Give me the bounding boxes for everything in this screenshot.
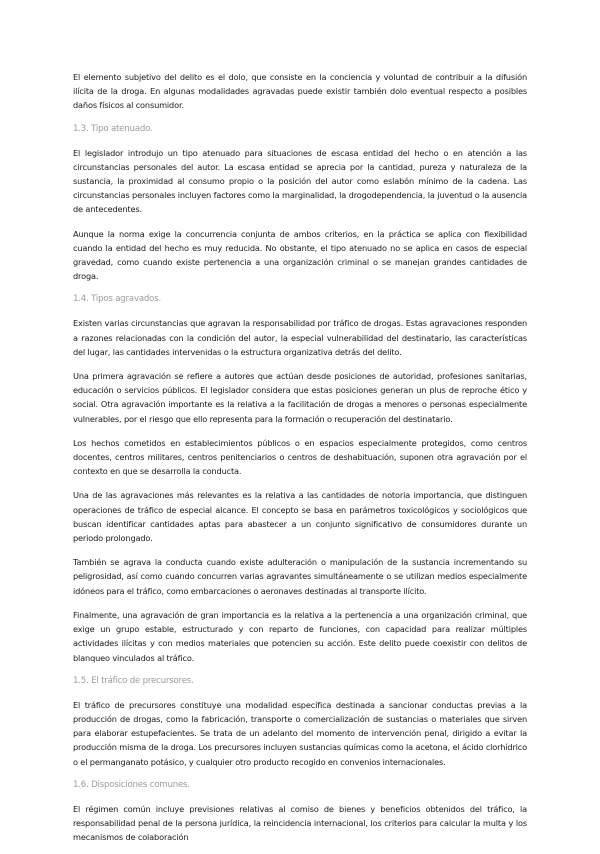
- paragraph-agravados-4: Una de las agravaciones más relevantes es la relativa a las cantidades de notoria importancia, que distinguen operaciones de tráfico de especial alcance. El concepto se basa en parámetros toxicológicos y sociológicos que buscan identificar cantidades aptas para abastecer a un conjunto significativo de consumidores durante un periodo prolongado.: [73, 490, 527, 544]
- section-heading-disposiciones: 1.6. Disposiciones comunes.: [73, 779, 190, 790]
- paragraph-agravados-6: Finalmente, una agravación de gran importancia es la relativa a la pertenencia a una organización criminal, que exige un grupo estable, estructurado y con reparto de funciones, con capacidad para realizar múltiples actividades ilícitas y con medios materiales que potencien su acción. Este delito puede coexistir con delitos de blanqueo vinculados al tráfico.: [73, 609, 527, 663]
- paragraph-tipo-atenuado-2: Aunque la norma exige la concurrencia conjunta de ambos criterios, en la práctica se aplica con flexibilidad cuando la entidad del hecho es muy reducida. No obstante, el tipo atenuado no se aplica en casos de especial gravedad, como cuando existe pertenencia a una organización criminal o se manejan grandes cantidades de droga.: [73, 228, 527, 282]
- section-heading-tipos-agravados: 1.4. Tipos agravados.: [73, 294, 162, 305]
- paragraph-agravados-3: Los hechos cometidos en establecimientos públicos o en espacios especialmente protegidos, como centros docentes, centros militares, centros penitenciarios o centros de deshabituación, suponen otra agravación por el contexto en que se desarrolla la conducta.: [73, 437, 527, 477]
- document-page: [73, 70, 527, 854]
- paragraph-agravados-2: Una primera agravación se refiere a autores que actúan desde posiciones de autoridad, profesiones sanitarias, educación o servicios públicos. El legislador considera que estas posiciones generan un plus de reproche ético y social. Otra agravación importante es la relativa a la facilitación de drogas a menores o personas especialmente vulnerables, por el riesgo que ello representa para la formación o recuperación del destinatario.: [73, 371, 527, 424]
- paragraph-dolo: El elemento subjetivo del delito es el dolo, que consiste en la conciencia y voluntad de contribuir a la difusión ilícita de la droga. En algunas modalidades agravadas puede existir también dolo eventual respecto a posibles daños físicos al consumidor.: [73, 72, 527, 111]
- paragraph-tipo-atenuado-1: El legislador introdujo un tipo atenuado para situaciones de escasa entidad del hecho o en atención a las circunstancias personales del autor. La escasa entidad se aprecia por la cantidad, pureza y naturaleza de la sustancia, la proximidad al consumo propio o la posición del autor como eslabón mínimo de la cadena. Las circunstancias personales incluyen factores como la marginalidad, la drogodependencia, la juventud o la ausencia de antecedentes.: [73, 147, 527, 215]
- paragraph-agravados-5: También se agrava la conducta cuando existe adulteración o manipulación de la sustancia incrementando su peligrosidad, así como cuando concurren varias agravantes simultáneamente o se utilizan medios especialmente idóneos para el tráfico, como embarcaciones o aeronaves destinadas al transporte ilícito.: [73, 557, 527, 596]
- section-heading-tipo-atenuado: 1.3. Tipo atenuado.: [73, 123, 153, 134]
- paragraph-precursores: El tráfico de precursores constituye una modalidad específica destinada a sancionar conductas previas a la producción de drogas, como la fabricación, transporte o comercialización de sustancias o materiales que sirven para elaborar estupefacientes. Se trata de un adelanto del momento de intervención penal, dirigido a evitar la producción misma de la droga. Los precursores incluyen sustancias químicas como la acetona, el ácido clorhídrico o el permanganato potásico, y cualquier otro producto recogido en convenios internacionales.: [73, 699, 527, 767]
- paragraph-disposiciones: El régimen común incluye previsiones relativas al comiso de bienes y beneficios obtenidos del tráfico, la responsabilidad penal de la persona jurídica, la reincidencia internacional, los criterios para calcular la multa y los mecanismos de colaboración: [73, 803, 527, 843]
- section-heading-precursores: 1.5. El tráfico de precursores.: [73, 675, 194, 686]
- paragraph-agravados-1: Existen varias circunstancias que agravan la responsabilidad por tráfico de drogas. Estas agravaciones responden a razones relacionadas con la condición del autor, la especial vulnerabilidad del destinatario, las características del lugar, las cantidades intervenidas o la estructura organizativa detrás del delito.: [73, 318, 527, 357]
